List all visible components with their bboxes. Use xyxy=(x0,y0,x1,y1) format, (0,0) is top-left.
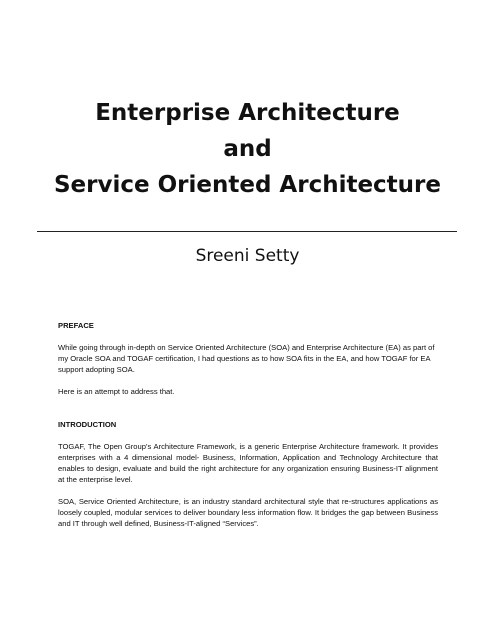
title-divider xyxy=(37,231,457,232)
author-name: Sreeni Setty xyxy=(195,246,300,266)
introduction-paragraph-2: SOA, Service Oriented Architecture, is an industry standard architectural style that re-structures applications as loosely coupled, modular services to deliver boundary less information flow. It bridges the gap between Business and IT through well defined, Business-IT-aligned “Services”. xyxy=(58,497,438,528)
introduction-paragraph-1: TOGAF, The Open Group’s Architecture Framework, is a generic Enterprise Architecture framework. It provides enterprises with a 4 dimensional model- Business, Information, Application and Technology Architecture that enables to design, evaluate and build the right architecture for any organization ensuring Business-IT alignment at the enterprise level. xyxy=(58,442,438,484)
section-preface xyxy=(58,320,438,397)
preface-paragraph-1: While going through in-depth on Service Oriented Architecture (SOA) and Enterprise Architecture (EA) as part of my Oracle SOA and TOGAF certification, I had questions as to how SOA fits in the EA, and how TOGAF for EA support adopting SOA. xyxy=(58,343,435,374)
section-heading-preface: PREFACE xyxy=(58,321,94,330)
title-line-1: Enterprise Architecture xyxy=(95,100,400,126)
section-spacer xyxy=(58,408,438,419)
document-body xyxy=(58,320,438,540)
title-line-2: and xyxy=(223,136,272,162)
preface-paragraph-2: Here is an attempt to address that. xyxy=(58,387,175,396)
section-heading-introduction: INTRODUCTION xyxy=(58,420,117,429)
document-title xyxy=(0,95,495,203)
title-line-3: Service Oriented Architecture xyxy=(53,172,441,198)
section-introduction xyxy=(58,419,438,529)
